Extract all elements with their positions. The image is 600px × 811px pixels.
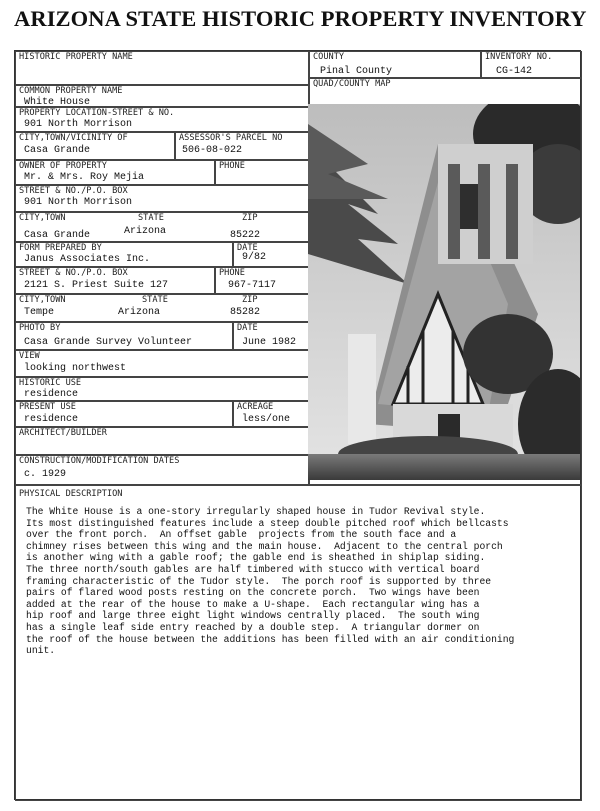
location-label: PROPERTY LOCATION-STREET & NO. [19, 108, 175, 118]
location-value: 901 North Morrison [24, 119, 133, 130]
historic-use-value: residence [24, 389, 79, 400]
owner-street-value: 901 North Morrison [24, 197, 133, 208]
construction-label: CONSTRUCTION/MODIFICATION DATES [19, 456, 180, 466]
prep-zip-label: ZIP [242, 295, 258, 305]
present-use-value: residence [24, 414, 79, 425]
city-vicinity-field [15, 132, 175, 160]
historic-use-label: HISTORIC USE [19, 378, 82, 388]
photo-date-field [233, 322, 309, 350]
owner-state-label: STATE [138, 213, 164, 223]
prepared-by-label: FORM PREPARED BY [19, 243, 102, 253]
city-vicinity-value: Casa Grande [24, 145, 91, 156]
photo-by-field [15, 322, 233, 350]
present-use-field [15, 401, 233, 427]
construction-value: c. 1929 [24, 469, 67, 480]
photo-by-value: Casa Grande Survey Volunteer [24, 337, 193, 348]
prepared-by-value: Janus Associates Inc. [24, 254, 151, 265]
photo-date-value: June 1982 [242, 337, 297, 348]
owner-zip-value: 85222 [230, 230, 261, 241]
quad-map-label: QUAD/COUNTY MAP [313, 79, 391, 89]
city-vicinity-label: CITY,TOWN/VICINITY OF [19, 133, 128, 143]
inventory-no-label: INVENTORY NO. [485, 52, 553, 62]
prep-state-value: Arizona [118, 307, 161, 318]
acreage-value: less/one [242, 414, 291, 425]
owner-street-label: STREET & NO./P.O. BOX [19, 186, 128, 196]
owner-city-label: CITY,TOWN [19, 213, 66, 223]
county-value: Pinal County [320, 66, 393, 77]
architect-label: ARCHITECT/BUILDER [19, 428, 107, 438]
county-field [309, 51, 481, 78]
prep-street-field [15, 267, 215, 294]
view-label: VIEW [19, 351, 40, 361]
prep-state-label: STATE [142, 295, 168, 305]
location-field [15, 107, 309, 132]
historic-name-label: HISTORIC PROPERTY NAME [19, 52, 133, 62]
inventory-no-value: CG-142 [496, 66, 533, 77]
owner-phone-label: PHONE [219, 161, 245, 171]
historic-use-field [15, 377, 309, 401]
form-title: ARIZONA STATE HISTORIC PROPERTY INVENTORY [14, 6, 587, 31]
parcel-label: ASSESSOR'S PARCEL NO [179, 133, 283, 143]
owner-city-field [15, 212, 309, 242]
physical-description-text: The White House is a one-story irregularly shaped house in Tudor Revival style. Its most distinguished features include a steep double pitched roof which bellcasts over the front porch. An offset gable projects from the south face and a chimney rises between this wing and the main house. Adjacent to the central porch is another wing with a gable roof; the gable end is sheathed in shiplap siding. The three north/south gables are half timbered with stucco with vertical board framing characteristic of the Tudor style. The porch roof is supported by three pairs of flared wood posts resting on the concrete porch. Two wings have been added at the rear of the house to make a U-shape. Each rectangular wing has a hip roof and large three eight light windows centrally placed. The south wing has a single leaf side entry reached by a double step. A triangular dormer on the roof of the house between the additions has been filled with an air conditioning unit. [26, 506, 515, 657]
photo-by-label: PHOTO BY [19, 323, 61, 333]
prepared-date-label: DATE [237, 243, 258, 253]
prepared-date-field [233, 242, 309, 267]
prep-city-field [15, 294, 309, 322]
owner-state-value: Arizona [124, 226, 167, 237]
house-photo-illustration [308, 104, 580, 480]
common-name-label: COMMON PROPERTY NAME [19, 86, 123, 96]
common-name-field [15, 85, 309, 107]
prep-phone-label: PHONE [219, 268, 245, 278]
county-label: COUNTY [313, 52, 345, 62]
architect-field [15, 427, 309, 455]
historic-name-field [15, 51, 309, 85]
prep-zip-value: 85282 [230, 307, 261, 318]
present-use-label: PRESENT USE [19, 402, 76, 412]
owner-street-field [15, 185, 309, 212]
prepared-by-field [15, 242, 233, 267]
parcel-field [175, 132, 309, 160]
acreage-label: ACREAGE [237, 402, 274, 412]
owner-label: OWNER OF PROPERTY [19, 161, 107, 171]
prep-phone-value: 967-7117 [228, 280, 277, 291]
construction-field [15, 455, 309, 485]
common-name-value: White House [24, 97, 91, 107]
physical-description-label: PHYSICAL DESCRIPTION [19, 489, 123, 499]
physical-description-field [15, 485, 582, 801]
parcel-value: 506-08-022 [182, 145, 243, 156]
owner-city-value: Casa Grande [24, 230, 91, 241]
view-field [15, 350, 309, 377]
owner-zip-label: ZIP [242, 213, 258, 223]
prep-street-label: STREET & NO./P.O. BOX [19, 268, 128, 278]
view-value: looking northwest [24, 363, 127, 374]
property-photograph [308, 104, 580, 480]
prep-street-value: 2121 S. Priest Suite 127 [24, 280, 169, 291]
owner-value: Mr. & Mrs. Roy Mejia [24, 172, 145, 183]
prep-city-value: Tempe [24, 307, 55, 318]
owner-field [15, 160, 215, 185]
inventory-no-field [481, 51, 582, 78]
prep-city-label: CITY,TOWN [19, 295, 66, 305]
acreage-field [233, 401, 309, 427]
owner-phone-field [215, 160, 309, 185]
prep-phone-field [215, 267, 309, 294]
photo-date-label: DATE [237, 323, 258, 333]
prepared-date-value: 9/82 [242, 252, 267, 263]
